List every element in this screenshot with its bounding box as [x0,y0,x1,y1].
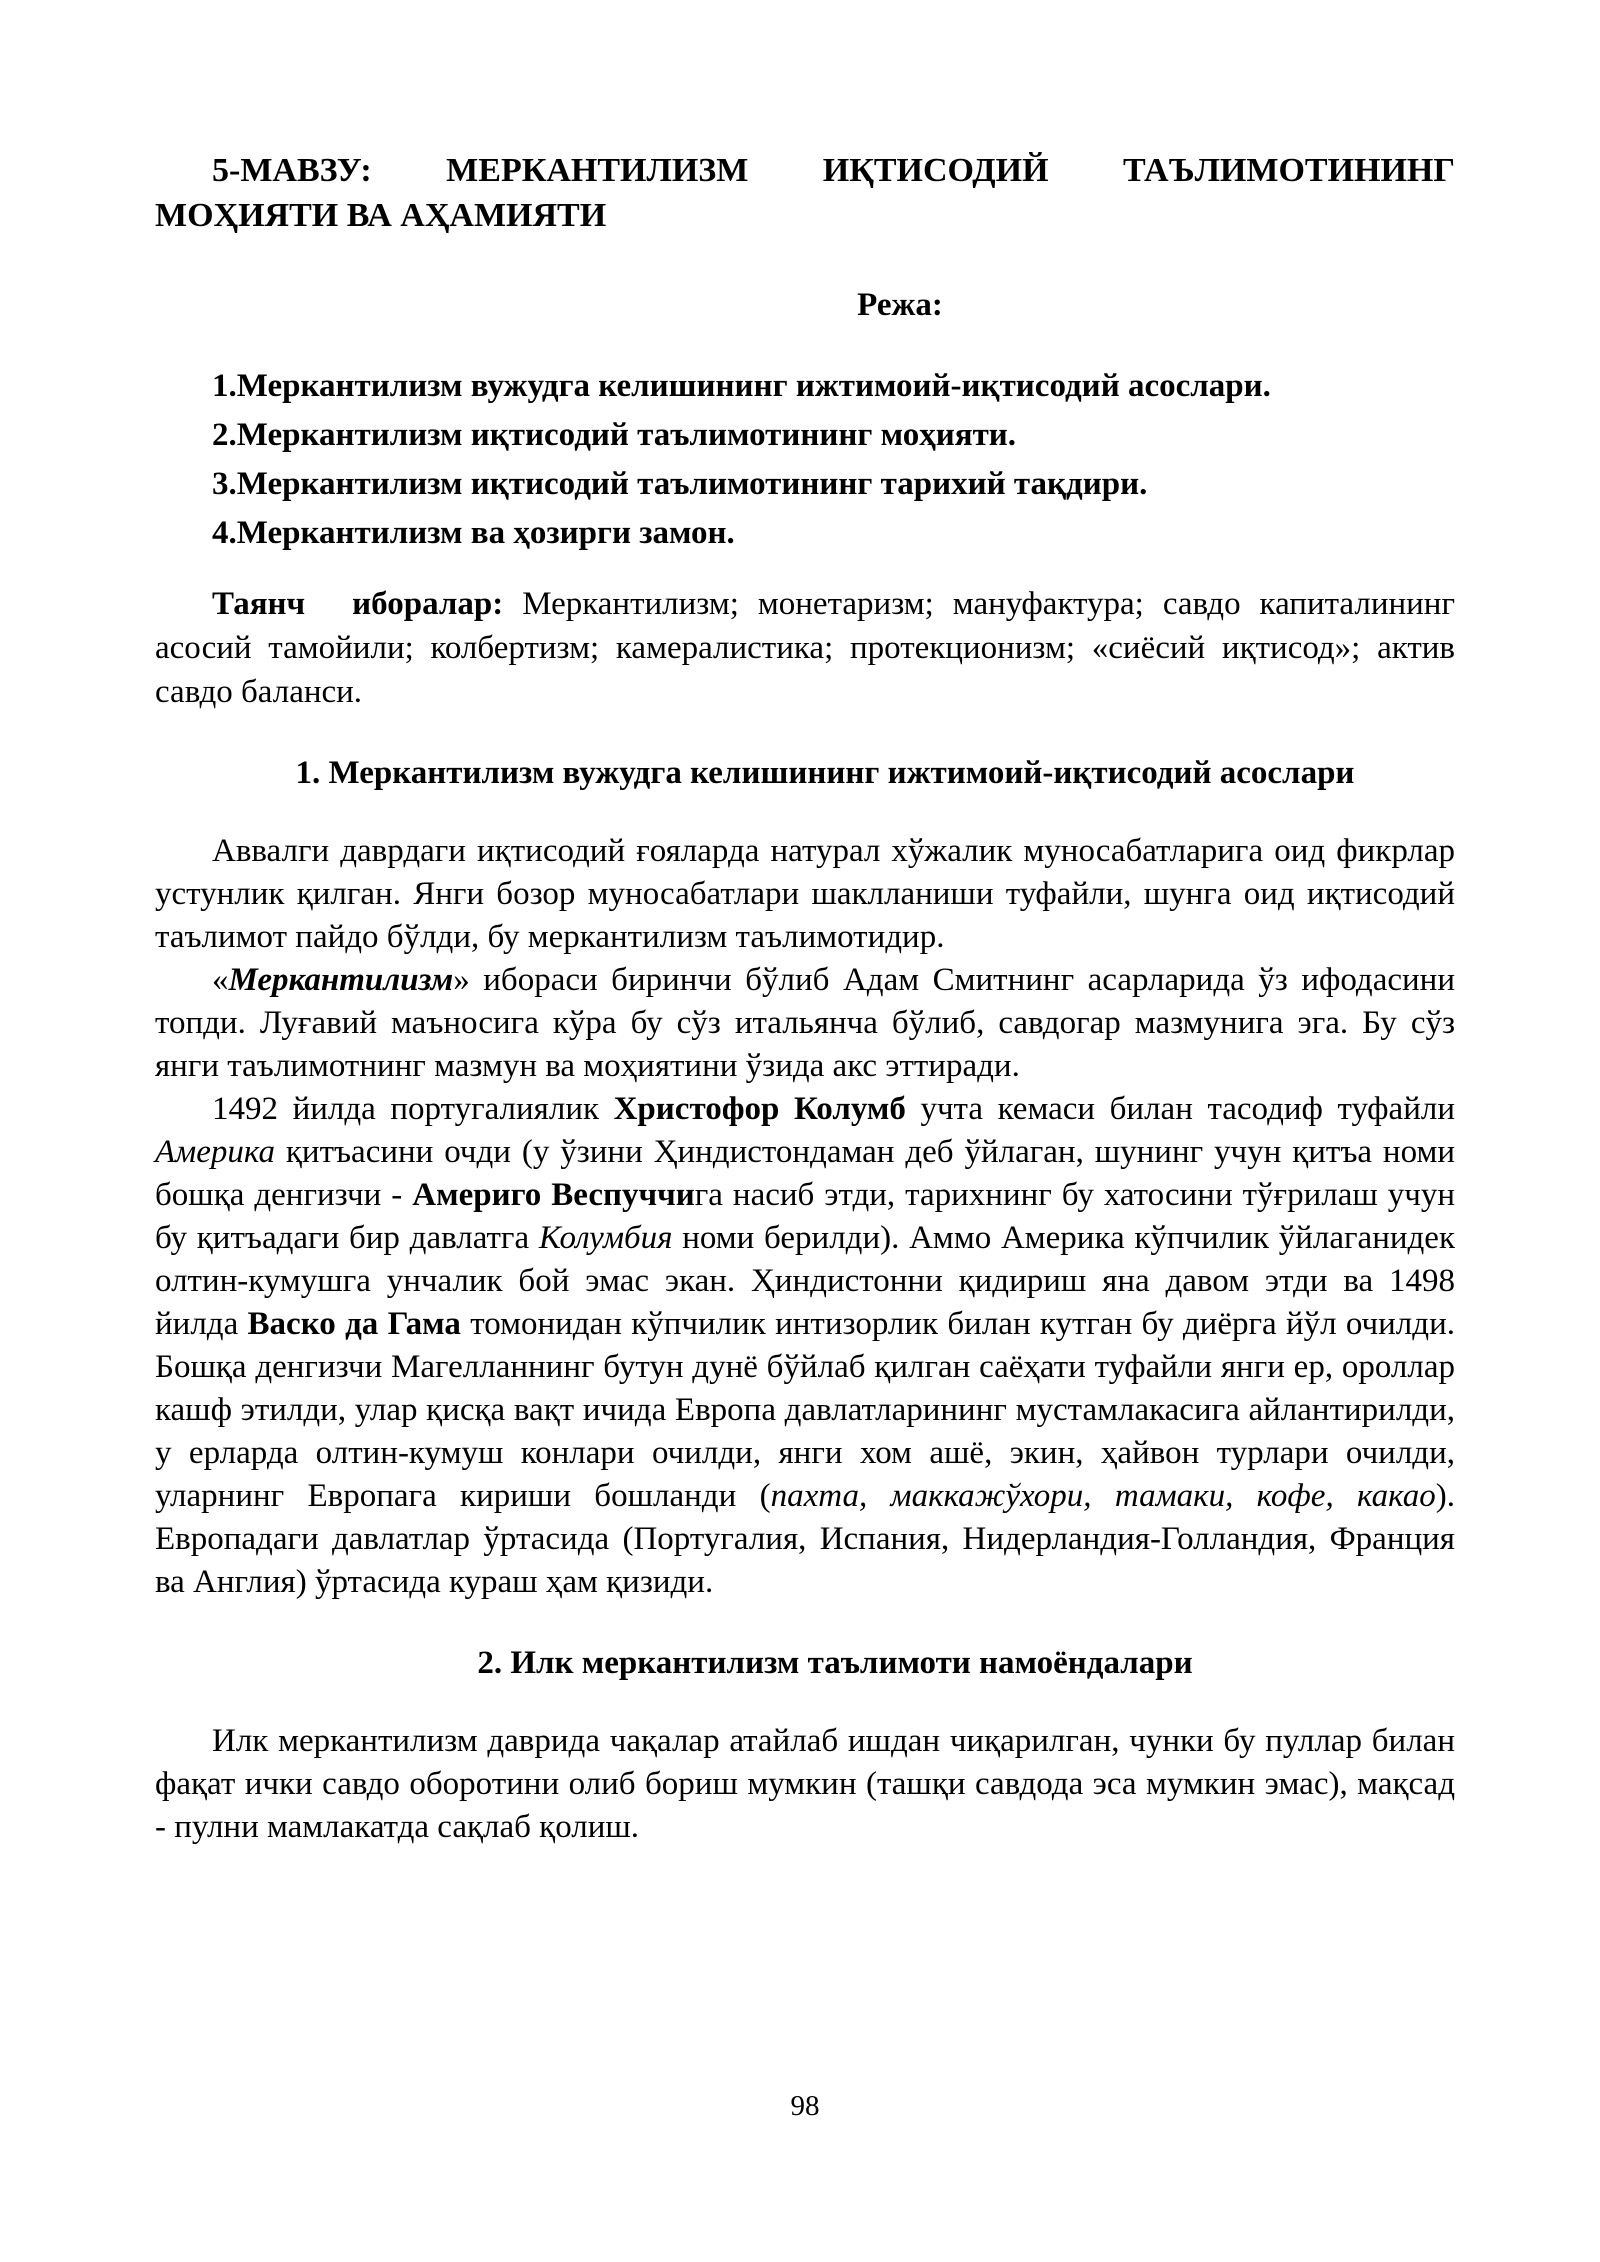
section-1-paragraph-2 [155,959,1455,1088]
name-vasco-da-gama: Васко да Гама [247,1306,461,1342]
keywords-text: Меркантилизм; монетаризм; мануфактура; савдо капиталининг асосий тамойили; колбертизм; камералистика; протекционизм; «сиёсий иқтисод»; актив савдо баланси. [155,586,1456,710]
plan-item-4: 4.Меркантилизм ва ҳозирги замон. [212,515,735,551]
section-1-heading: 1. Меркантилизм вужудга келишининг ижтимоий-иқтисодий асослари [295,755,1355,791]
crop-list: пахта, маккажўхори, тамаки, кофе, какао [770,1478,1436,1514]
page-number: 98 [790,2090,820,2122]
title-line-1: 5-МАВЗУ: МЕРКАНТИЛИЗМ ИҚТИСОДИЙ ТАЪЛИМОТИНИНГ [212,152,1455,189]
plan-heading: Режа: [857,287,943,323]
plan-item-1: 1.Меркантилизм вужудга келишининг ижтимоий-иқтисодий асослари. [212,368,1271,404]
section-1-paragraph-1: Аввалги даврдаги иқтисодий ғояларда натурал хўжалик муносабатларига оид фикрлар устунлик қилган. Янги бозор муносабатлари шаклланиши туфайли, шунга оид иқтисодий таълимот пайдо бўлди, бу меркантилизм таълимотидир. [155,833,1455,955]
text-run: 1492 йилда португалиялик [212,1091,614,1127]
open-quote: « [212,962,229,998]
document-page [155,148,1455,1849]
text-run: га насиб этди, тарихнинг бу хатосини тўғрилаш учун бу қитъадаги бир давлатга [155,1177,1456,1256]
title-line-2: МОҲИЯТИ ВА АҲАМИЯТИ [155,197,607,234]
text-run: томонидан кўпчилик интизорлик билан кутган бу диёрга йўл очилди. Бошқа денгизчи Магелланнинг бутун дунё бўйлаб қилган саёҳати туфайли янги ер, ороллар кашф этилди, улар қисқа вақт ичида Европа давлатларининг мустамлакасига айлантирилди, у ерларда олтин-кумуш конлари очилди, янги хом ашё, экин, ҳайвон турлари очилди, уларнинг Европага кириши бошланди ( [155,1306,1455,1514]
paragraph-2-text: ибораси биринчи бўлиб Адам Смитнинг асарларида ўз ифодасини топди. Луғавий маъносига кўра бу сўз итальянча бўлиб, савдогар мазмунига эга. Бу сўз янги таълимотнинг мазмун ва моҳиятини ўзида акс эттиради. [155,962,1455,1084]
close-quote: » [453,962,470,998]
section-2-heading: 2. Илк меркантилизм таълимоти намоёндалари [477,1645,1193,1681]
section-1-paragraph-3 [155,1088,1455,1604]
term-america: Америка [155,1134,275,1170]
plan-list [155,362,1455,558]
plan-item-2: 2.Меркантилизм иқтисодий таълимотининг моҳияти. [212,417,1017,453]
page-title [155,148,1455,238]
keywords-paragraph [155,582,1455,714]
text-run: учта кемаси билан тасодиф туфайли [905,1091,1455,1127]
plan-item-3: 3.Меркантилизм иқтисодий таълимотининг тарихий тақдири. [212,466,1148,502]
name-vespucci: Америго Веспуччи [412,1177,695,1213]
text-run: номи берилди). Аммо Америка кўпчилик ўйлаганидек олтин-кумушга унчалик бой эмас экан. Ҳиндистонни қидириш яна давом этди ва 1498 йилда [155,1220,1455,1342]
section-2-paragraph-1: Илк меркантилизм даврида чақалар атайлаб ишдан чиқарилган, чунки бу пуллар билан фақат ички савдо оборотини олиб бориш мумкин (ташқи савдода эса мумкин эмас), мақсад - пулни мамлакатда сақлаб қолиш. [155,1723,1455,1845]
term-mercantilism: Меркантилизм [228,962,454,998]
name-columbus: Христофор Колумб [613,1091,906,1127]
text-run: қитъасини очди (у ўзини Ҳиндистондаман деб ўйлаган, шунинг учун қитъа номи бошқа денгизчи - [155,1134,1455,1213]
term-colombia: Колумбия [538,1220,673,1256]
keywords-label: Таянч иборалар: [212,586,504,622]
text-run: ). Европадаги давлатлар ўртасида (Португалия, Испания, Нидерландия-Голландия, Франция ва Англия) ўртасида кураш ҳам қизиди. [155,1478,1455,1600]
